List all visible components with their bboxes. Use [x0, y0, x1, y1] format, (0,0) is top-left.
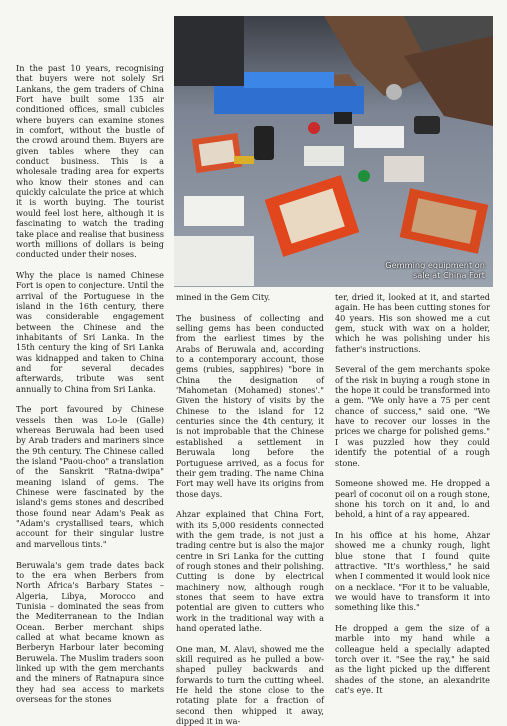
photo-caption — [365, 260, 485, 280]
paragraph: Beruwala's gem trade dates back to the era when Berbers from North Africa's Barbary States – Algeria, Libya, Morocco and Tunisia – dominated the seas from the Mediterranean to the Indian Ocean. Berber merchant ships called at what became known as Berberyn Harbour later becoming Beruwela. The Muslim traders soon linked up with the gem merchants and the miners of Ratnapura since they had sea access to markets overseas for the stones — [16, 559, 164, 704]
paragraph: He dropped a gem the size of a marble into my hand while a colleague held a specially adapted torch over it. "See the ray," he said as the light picked up the different shades of the stone, an alexandrite cat's eye. It — [335, 623, 490, 696]
paragraph: The business of collecting and selling gems has been conducted from the earliest times by the Arabs of Beruwala and, according to a contemporary account, those gems (rubies, sapphires) "bore in China the designation of 'Mahometan (Mohamed) stones'." Given the history of visits by the Chinese to the island for 12 centuries since the 4th century, it is not improbable that the Chinese established a settlement in Beruwala long before the Portuguese arrived, as a focus for their gem trading. The name China Fort may well have its origins from those days. — [176, 312, 324, 499]
paragraph: One man, M. Alavi, showed me the skill required as he pulled a bow-shaped pulley backwards and forwards to turn the cutting wheel. He held the stone close to the rotating plate for a fraction of second then whipped it away, dipped it in wa- — [176, 643, 324, 726]
paragraph: mined in the Gem City. — [176, 292, 271, 302]
paragraph: The port favoured by Chinese vessels then was Lo-le (Galle) whereas Beruwala had been used by Arab traders and mariners since the 9th century. The Chinese called the island "Paou-choo" a translation of the Sanskrit "Ratna-dwipa" meaning island of gems. The Chinese were fascinated by the island's gems stones and described those found near Adam's Peak as "Adam's crystallised tears, which account for their singular lustre and marvellous tints." — [16, 404, 164, 549]
text-column-2 — [176, 292, 324, 726]
paragraph: Ahzar explained that China Fort, with its 5,000 residents connected with the gem trade, is not just a trading centre but is also the major centre in Sri Lanka for the cutting of rough stones and their polishing. Cutting is done by electrical machinery now, although rough stones that seem to have extra potential are given to cutters who work in the traditional way with a hand operated lathe. — [176, 509, 324, 633]
text-column-3 — [335, 292, 490, 695]
paragraph: Several of the gem merchants spoke of the risk in buying a rough stone in the hope it could be transformed into a gem. "We only have a 75 per cent chance of success," said one. "We have to recover our losses in the prices we charge for polished gems." I was puzzled how they could identify the potential of a rough stone. — [335, 364, 490, 468]
caption-line-2: sale at China Fort — [412, 270, 485, 280]
paragraph: In the past 10 years, recognising that buyers were not solely Sri Lankans, the gem traders of China Fort have built some 135 air conditioned offices, small cubicles where buyers can examine stones in comfort, without the bustle of the crowd around them. Buyers are given tables where they can conduct business. This is a wholesale trading area for experts who know their stones and can quickly calculate the price at which it is worth buying. The tourist would feel lost here, although it is fascinating to watch the trading take place and realise that business worth millions of dollars is being conducted under their noses. — [16, 63, 164, 260]
photo-illustration — [174, 16, 493, 287]
paragraph: Someone showed me. He dropped a pearl of coconut oil on a rough stone, shone his torch on it and, lo and behold, a hint of a ray appeared. — [335, 478, 490, 520]
paragraph: In his office at his home, Ahzar showed me a chunky rough, light blue stone that I found quite attractive. "It's worthless," he said when I commented it would look nice on a necklace. "For it to be valuable, we would have to transform it into something like this." — [335, 529, 490, 613]
paragraph: ter, dried it, looked at it, and started again. He has been cutting stones for 40 years. His son showed me a cut gem, stuck with wax on a holder, which he was polishing under his father's instructions. — [335, 292, 490, 354]
gem-market-photo — [174, 16, 493, 287]
paragraph: Why the place is named Chinese Fort is open to conjecture. Until the arrival of the Portuguese in the island in the 16th century, there was considerable engagement between the Chinese and the inhabitants of Sri Lanka. In the 15th century the king of Sri Lanka was kidnapped and taken to China and for several decades afterwards, tribute was sent annually to China from Sri Lanka. — [16, 269, 164, 394]
caption-line-1: Gemming equipment on — [385, 260, 485, 270]
text-column-1 — [16, 63, 164, 704]
